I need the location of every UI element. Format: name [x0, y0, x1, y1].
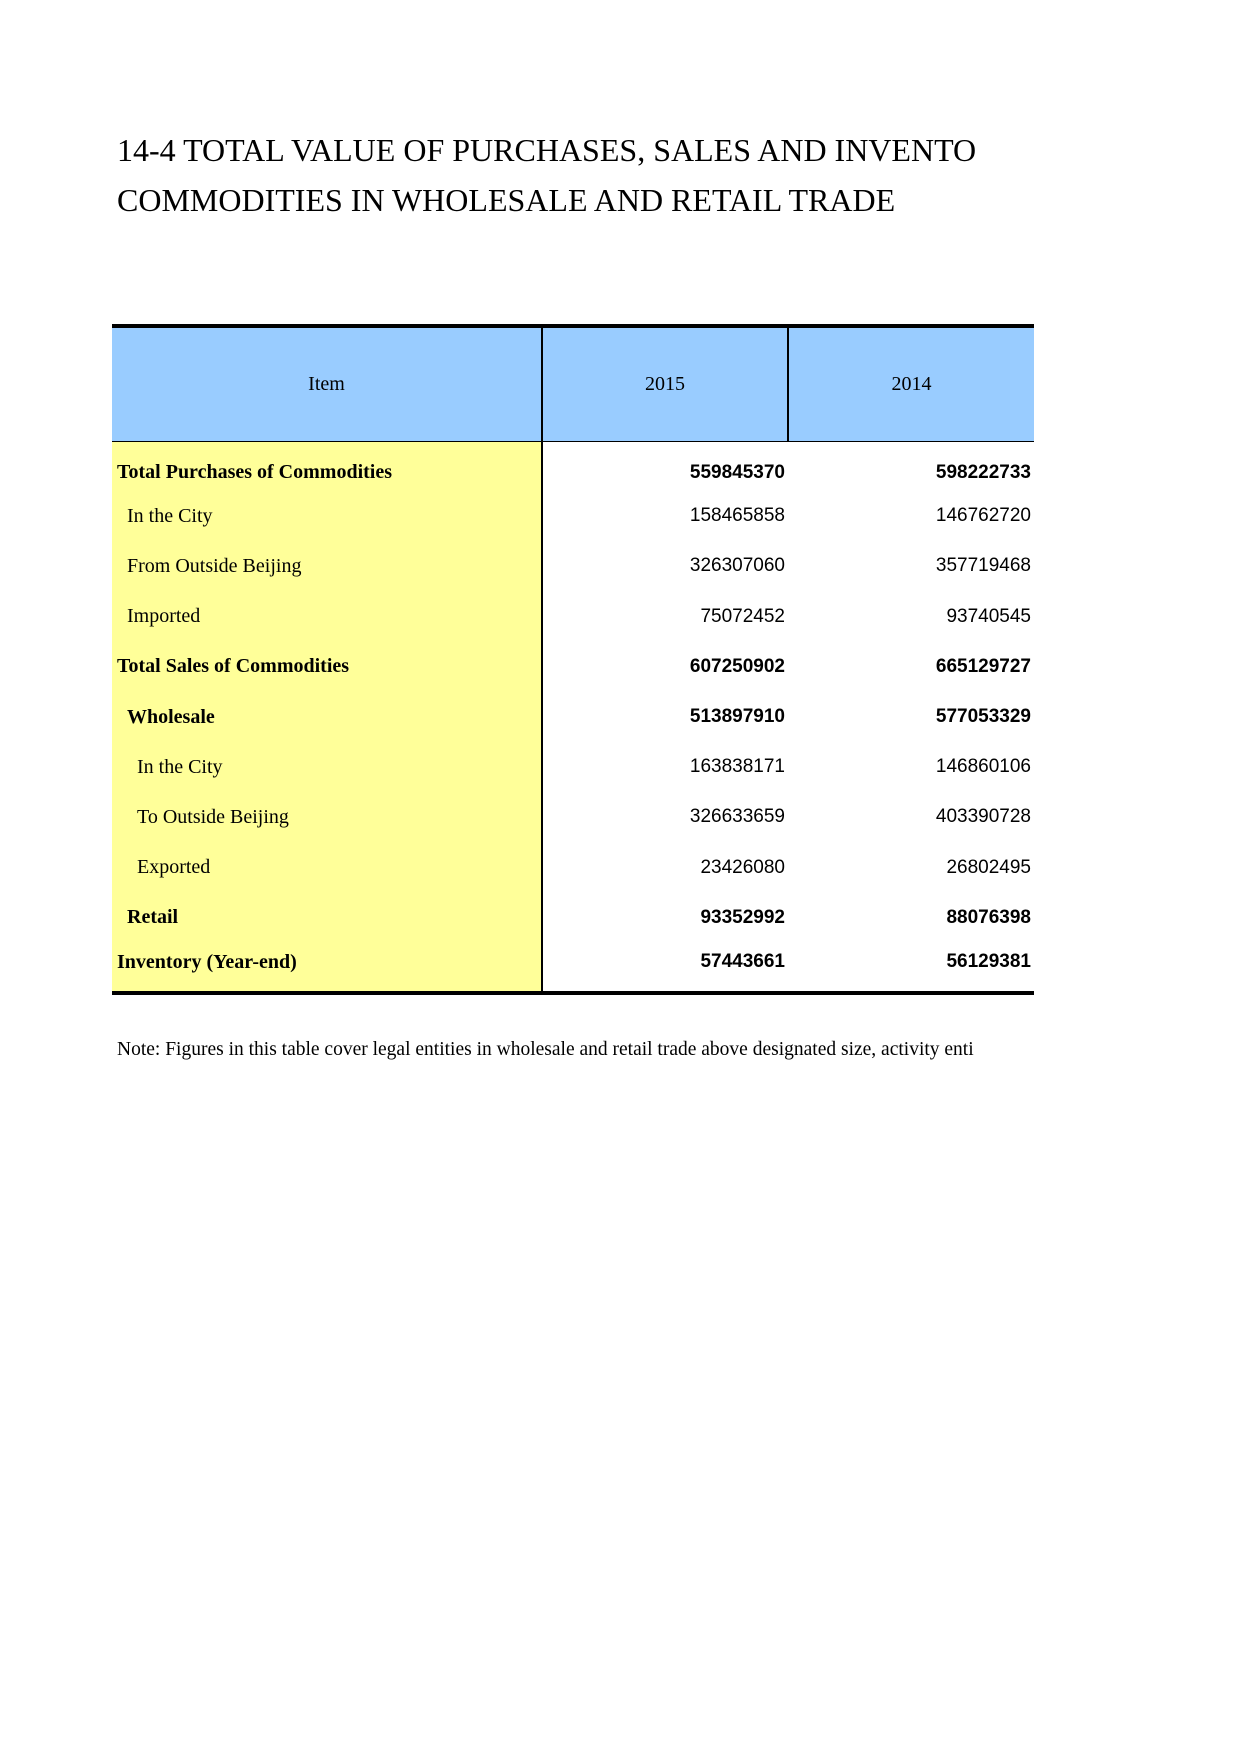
value-2015: 57443661 — [542, 943, 788, 993]
value-2015: 513897910 — [689, 706, 785, 728]
row-label: Retail — [112, 893, 542, 943]
table-row — [112, 441, 1034, 491]
title-line-2: COMMODITIES IN WHOLESALE AND RETAIL TRADE — [117, 182, 896, 218]
value-2015: 93352992 — [700, 906, 785, 928]
table-row — [112, 692, 1034, 742]
page-title — [117, 125, 1037, 225]
value-2015: 326307060 — [689, 555, 785, 577]
value-2014: 357719468 — [935, 555, 1031, 577]
table-row — [112, 742, 1034, 792]
table-row — [112, 642, 1034, 692]
value-2014: 146762720 — [935, 505, 1031, 527]
value-2014: 598222733 — [935, 461, 1031, 483]
table-note: Note: Figures in this table cover legal entities in wholesale and retail trade above designated size, activity enti — [117, 1039, 974, 1060]
column-header-item: Item — [112, 326, 542, 441]
commodities-table — [112, 324, 1034, 995]
row-label: From Outside Beijing — [112, 541, 542, 591]
table-row — [112, 792, 1034, 842]
table-row — [112, 491, 1034, 541]
row-label: Imported — [112, 592, 542, 642]
value-2014: 56129381 — [788, 943, 1034, 993]
value-2015: 163838171 — [689, 756, 785, 778]
value-2014: 577053329 — [935, 706, 1031, 728]
table-header-row — [112, 326, 1034, 441]
row-label: Total Sales of Commodities — [112, 642, 542, 692]
table-row — [112, 592, 1034, 642]
value-2015: 75072452 — [700, 605, 785, 627]
value-2014: 26802495 — [946, 856, 1031, 878]
title-line-1: 14-4 TOTAL VALUE OF PURCHASES, SALES AND INVENTO — [117, 132, 977, 168]
value-2014: 665129727 — [935, 655, 1031, 677]
row-label: Wholesale — [112, 692, 542, 742]
column-header-2015: 2015 — [542, 326, 788, 441]
value-2014: 88076398 — [946, 906, 1031, 928]
row-label: Exported — [112, 843, 542, 893]
value-2015: 326633659 — [689, 806, 785, 828]
row-label: In the City — [112, 742, 542, 792]
value-2014: 93740545 — [946, 605, 1031, 627]
value-2015: 607250902 — [689, 655, 785, 677]
table-row — [112, 843, 1034, 893]
value-2015: 158465858 — [689, 505, 785, 527]
value-2015: 559845370 — [689, 461, 785, 483]
value-2015: 23426080 — [700, 856, 785, 878]
table-row — [112, 943, 1034, 993]
value-2014: 403390728 — [935, 806, 1031, 828]
row-label: In the City — [112, 491, 542, 541]
row-label: To Outside Beijing — [112, 792, 542, 842]
table-row — [112, 541, 1034, 591]
value-2014: 146860106 — [935, 756, 1031, 778]
row-label: Total Purchases of Commodities — [112, 441, 542, 491]
row-label: Inventory (Year-end) — [112, 943, 542, 993]
column-header-2014: 2014 — [788, 326, 1034, 441]
table-row — [112, 893, 1034, 943]
